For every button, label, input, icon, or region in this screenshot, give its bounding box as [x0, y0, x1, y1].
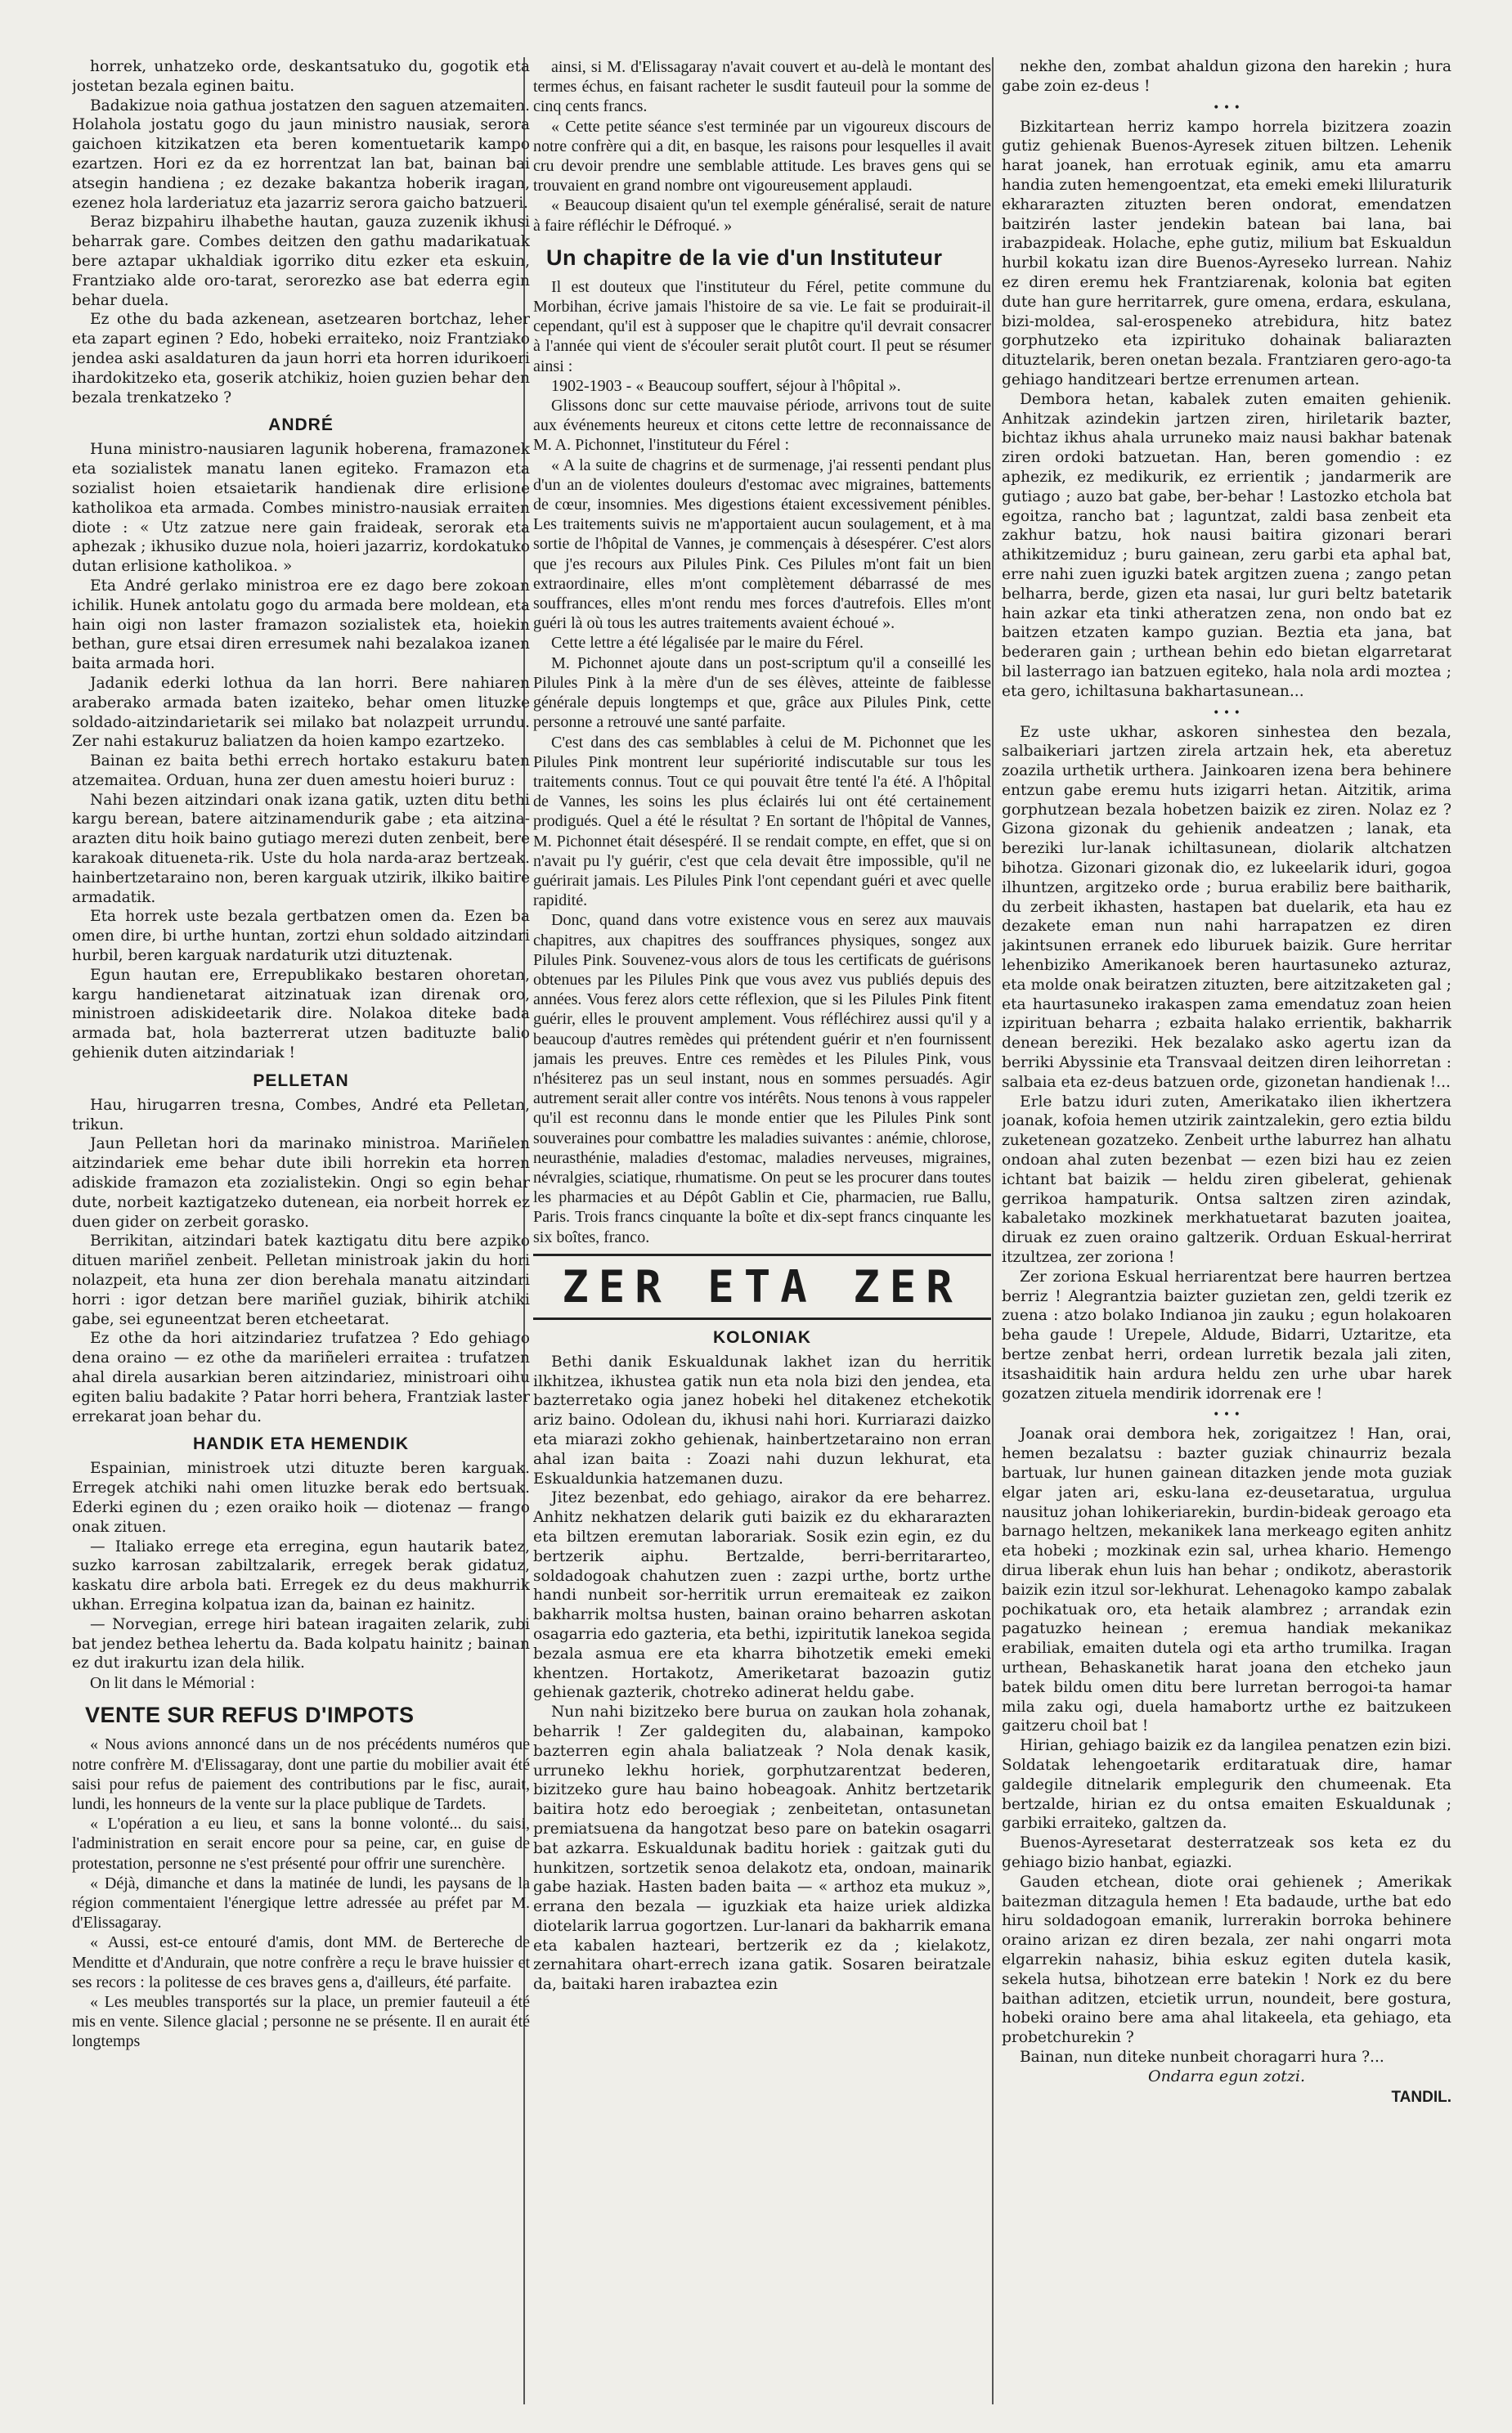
paragraph: Ez othe da hori aitzindariez trufatzea ? Edo gehiago dena oraino — ez othe da mariñeleri erraitea : trufatzen ahal direla ausarkian beren aitzindariez, ministroari oihu egiten baliu badakite ? Patar horri behera, Frantziak laster errekarat joan behar du.	[72, 1330, 530, 1425]
paragraph: « A la suite de chagrins et de surmenage, j'ai ressenti pendant plus d'un an de violentes douleurs d'estomac avec migraines, battements de cœur, insomnies. Mes digestions étaient excessivement pénibles. Les traitements suivis ne m'apportaient aucun soulagement, et à ma sortie de l'hôpital de Vannes, je commençais à désespérer. C'est alors que j'es recours aux Pilules Pink. Ces Pilules m'ont fait un bien extraordinaire, elles m'ont complètement débarrassé de mes souffrances, elles m'ont rendu mes forces d'autrefois. Elles m'ont guéri là où tous les autres traitements avaient échoué ».	[533, 456, 991, 633]
section-separator: • • •	[1213, 101, 1241, 114]
paragraph: Egun hautan ere, Errepublikako bestaren ohoretan, kargu handienetarat aitzinatuak izan direnak oro, ministroen adiskideetarik dire. Nolakoa diteke bada armada bat, hola bazterrerat utzen badituzte balio gehienik duten aitzindariak !	[72, 966, 530, 1062]
article-title: VENTE SUR REFUS D'IMPOTS	[85, 1703, 415, 1728]
paragraph: Huna ministro-nausiaren lagunik hoberena, framazonek eta sozialistek manatu lanen egiteko. Framazon eta sozialist hoien etsaietarik handienak dire erlisione katholikoa eta armada. Combes ministro-nausiak erraiten diote : « Utz zatzue nere gain fraideak, serorak eta aphezak ; ikhusiko duzue nola, hoieri jazarriz, kordokatuko dutan erlisione katholikoa. »	[72, 441, 530, 576]
paragraph: Berrikitan, aitzindari batek kaztigatu ditu bere azpiko dituen mariñel zenbeit. Pelletan ministroak jakin du hori nolazpeit, eta huna zer dion berehala manatu aitzindari horri : igor detzan bere mariñel guziak, bihirik atchiki gabe, sei eguneentzat beren etcheetarat.	[72, 1232, 530, 1328]
section-masthead: ZER ETA ZER	[533, 1254, 991, 1320]
paragraph: M. Pichonnet ajoute dans un post-scriptum qu'il a conseillé les Pilules Pink à la mère d'un de ses élèves, atteinte de faiblesse générale depuis longtemps et que, grâce aux Pilules Pink, cette personne a retrouvé une santé parfaite.	[533, 653, 991, 732]
paragraph: Nahi bezen aitzindari onak izana gatik, uzten ditu bethi kargu berean, batere aitzinamendurik gabe ; eta aitzina-arazten ditu hoik baino gutiago merezi duten zenbeit, bere karakoak ditueneta-rik. Uste du hola narda-araz bertzeak. hainbertzetaraino non, beren karguak utzirik, ilkiko baitire armadatik.	[72, 791, 530, 906]
paragraph: Bethi danik Eskualdunak lakhet izan du herritik ilkhitzea, ikhustea gatik nun eta nola bizi den jendea, eta bazterretako ogia janez hobeki hel ditakenez etchekotik ariz baino. Odolean du, ikhusi nahi hori. Kurriarazi daizko eta miarazi zokho gehienak, hainbertzetaraino non erran ahal izan baita : Zoazi nahi duzun lekhurat, eta Eskualdunkia hatzemanen duzu.	[533, 1353, 991, 1488]
paragraph: Erle batzu iduri zuten, Amerikatako ilien ikhertzera joanak, kofoia hemen utzirik zaintzalekin, gero eztia bildu zuketenean gozatzeko. Zenbeit urthe laburrez han alhatu ondoan ahal zuten bezenbat — ezen bizi hau ez zeien ichtant bat baizik — heldu ziren gibelerat, gehienak gerrikoa hampaturik. Ontsa saltzen ziren azindak, kabaletako mozkinek merkhatuetarat bazuten joaitea, diruak ez zuen oraino galtzerik. Orduan Eskual-herrirat itzultzea, zer zoriona !	[1002, 1093, 1451, 1267]
column-1	[72, 57, 530, 2413]
section-heading: HANDIK ETA HEMENDIK	[193, 1434, 409, 1454]
paragraph: Badakizue noia gathua jostatzen den saguen atzemaiten. Holahola jostatu gogo du jaun ministro nausiak, serora gaichoen kitzikatzen eta beren komentuetarik kampo ezartzen. Hori ez da ez horrentzat lan bat, bainan bai atsegin handiena ; ez dezake bakantza hoberik iragan, ezenez hola larderiatuz eta jazarriz serora gaicho batzueri.	[72, 97, 530, 212]
paragraph: 1902-1903 - « Beaucoup souffert, séjour à l'hôpital ».	[551, 376, 901, 395]
paragraph: « Les meubles transportés sur la place, un premier fauteuil a été mis en vente. Silence glacial ; personne ne se présente. Il en aurait été longtemps	[72, 1993, 530, 2051]
paragraph: Ez uste ukhar, askoren sinhestea den bezala, salbaikeriari jartzen zirela artzain hek, eta aberetuz zoazila urthetik urthera. Jainkoaren izena bera behinere entzun gabe eremu huts izigarri hetan. Aitzitik, arima gorphutzean bezala hobetzen baizik ez ziren. Nolaz ez ? Gizona gizonak du gehienik andeatzen ; lanak, eta bereziki lur-lanak ichiltasunean, diolarik altchatzen bihotza. Gizonari gizonak dio, ez lukeelarik iduri, gogoa ilhuntzen, argitzeko orde ; burua erabiliz bere baitharik, du zerbeit ikhasten, hastapen bat duelarik, eta hau ez dezakete eman nun nahi harrapatzen ez diren jakintsunen erranek edo liburuek baizik. Gure herritar lehenbiziko Amerikanoek beren haurtasuneko azturaz, eta molde onak beiratzen zituzten, bere aitzitzaketen gal ; eta haurtasuneko irakaspen zama emendatuz zoan heien izpirituan beharra ; ezbaita halako errientik, bakharrik denean bereziki. Hek bezalako asko agertu izan da berriki Abyssinie eta Transvaal deitzen diren leihorretan : salbaia eta ez-deus batzuen orde, gizonetan handienak !...	[1002, 723, 1451, 1091]
paragraph: Eta André gerlako ministroa ere ez dago bere zokoan ichilik. Hunek antolatu gogo du armada bere moldean, eta hain oigi non laster framazon sozialistek eta, hoiekin bethan, gure etsai diren erresumek nahi bezalakoa izanen baita armada hori.	[72, 577, 530, 673]
paragraph: ainsi, si M. d'Elissagaray n'avait couvert et au-delà le montant des termes échus, en faisant racheter le susdit fauteuil pour la somme de cinq cents francs.	[533, 58, 991, 116]
article-title: Un chapitre de la vie d'un Instituteur	[546, 245, 943, 270]
column-rule	[992, 57, 994, 2404]
paragraph: — Norvegian, errege hiri batean iragaiten zelarik, zubi bat jendez bethea lehertu da. Bada kolpatu hainitz ; bainan ez dut irakurtu izan dela hilik.	[72, 1615, 530, 1672]
paragraph: Nun nahi bizitzeko bere burua on zaukan hola zohanak, beharrik ! Zer galdegiten du, alabainan, kampoko bazterren egin ahala baliatzeak ? Nola denak kasik, urruneko lekhu horiek, gorphutzarentzat bederen, bizitzeko gure hau baino hobeagoak. Anhitz bertzetarik baitira hotz edo beroegiak ; zenbeitetan, ontasunetan premiatsuena da hangotzat beso pare on batekin osagarri bat azkarra. Eskualdunak baditu horiek : gaitzak guti du hunkitzen, sortzetik senoa delakotz eta, ondoan, mainarik gabe haziak. Hasten baden baita — « arthoz eta mukuz », errana den bezala — iguzkiak eta haize uriek aldizka diotelarik larrua gogortzen. Lur-lanari da bakharrik emana eta kabalen hazteari, bertzerik ez da ; kielakotz, zernahitara ohart-errech izana gatik. Sosaren beiratzale da, baitaki haren irabaztea ezin	[533, 1704, 991, 1994]
paragraph: Espainian, ministroek utzi dituzte beren karguak. Erregek atchiki nahi omen lituzke berak edo bertsuak. Ederki eginen du ; ezen oraiko hoik — diotenaz — frango onak zituen.	[72, 1460, 530, 1536]
author-signature: TANDIL.	[1391, 2088, 1451, 2106]
section-separator: • • •	[1213, 706, 1241, 720]
paragraph: « Nous avions annoncé dans un de nos précédents numéros que notre confrère M. d'Elissagaray, dont une partie du mobilier avait été saisi pour refus de paiement des contributions par le fisc, aurait, lundi, les honneurs de la vente sur la place publique de Tardets.	[72, 1735, 530, 1813]
paragraph: Donc, quand dans votre existence vous en serez aux mauvais chapitres, aux chapitres des souffrances physiques, songez aux Pilules Pink. Souvenez-vous alors de tous les certificats de guérisons obtenues par les Pilules Pink que vous avez vus publiés depuis des années. Vous ferez alors cette réflexion, que si les Pilules Pink fitent guérir, elles le prouvent amplement. Vous réfléchirez aussi qu'il y a beaucoup d'autres remèdes qui prétendent guérir et n'en fournissent jamais les preuves. Entre ces remèdes et les Pilules Pink, vous n'hésiterez pas un seul instant, nous en sommes persuadés. Agir autrement serait aller contre vos intérêts. Nous tenons à vous rappeler qu'il est reconnu dans le monde entier que les Pilules Pink sont souveraines pour combattre les maladies suivantes : anémie, chlorose, neurasthénie, maladies d'estomac, maladies nerveuses, migraines, névralgies, sciatique, rhumatisme. On peut se les procurer dans toutes les pharmacies et au Dépôt Gablin et Cie, pharmacien, rue Ballu, Paris. Trois francs cinquante la boîte et dix-sept francs cinquante les six boîtes, franco.	[533, 911, 991, 1246]
paragraph: Ez othe du bada azkenean, asetzearen bortchaz, leher eta zapart eginen ? Edo, hobeki erraiteko, noiz Frantziako jendea aski asaldaturen da jaun horri eta horren idurikoeri ihardokitzeko eta, goserik atchikiz, hoien guzien behar den bezala trenkatzeko ?	[72, 311, 530, 406]
paragraph: — Italiako errege eta erregina, egun hautarik batez, suzko karrosan zabiltzalarik, erregek berak gidatuz, kaskatu dire arbola bati. Erregek ez du deus makhurrik ukhan. Erregina kolpatua izan da, bainan ez hainitz.	[72, 1537, 530, 1614]
paragraph: Hirian, gehiago baizik ez da langilea penatzen ezin bizi. Soldatak lehengoetarik erditaratuak dire, hamar galdegile ditnelarik emplegurik den chumeenak. Eta bertzalde, hirian ez du ontsa emaiten Eskualdunak ; garbiki erraiteko, galtzen da.	[1002, 1737, 1451, 1833]
closing-line: Ondarra egun zotzi.	[1148, 2067, 1305, 2085]
column-3	[1002, 57, 1451, 2413]
column-2	[533, 57, 991, 2413]
section-heading: ANDRÉ	[268, 415, 334, 435]
paragraph: « Beaucoup disaient qu'un tel exemple généralisé, serait de nature à faire réfléchir le Défroqué. »	[533, 196, 991, 235]
paragraph: Glissons donc sur cette mauvaise période, arrivons tout de suite aux événements heureux et citons cette lettre de reconnaissance de M. A. Pichonnet, l'instituteur du Férel :	[533, 397, 991, 455]
paragraph: horrek, unhatzeko orde, deskantsatuko du, gogotik eta jostetan bezala eginen baitu.	[72, 58, 530, 95]
paragraph: « L'opération a eu lieu, et sans la bonne volonté... du saisi, l'administration en serait encore pour sa peine, car, en guise de protestation, personne ne s'est présenté pour offrir une surenchère.	[72, 1815, 530, 1873]
paragraph: C'est dans des cas semblables à celui de M. Pichonnet que les Pilules Pink montrent leur supériorité indiscutable sur tous les traitements connus. Tout ce qui pouvait être tenté l'a été. A l'hôpital de Vannes, les soins les plus éclairés lui ont été certainement prodigués. Quel a été le résultat ? En sortant de l'hôpital de Vannes, M. Pichonnet était désespéré. Il se rendait compte, en effet, que si on n'avait pu l'y guérir, c'est que cela devait être impossible, qu'il ne guérirait jamais. Les Pilules Pink l'ont cependant guéri et avec quelle rapidité.	[533, 733, 991, 910]
section-heading: KOLONIAK	[713, 1327, 811, 1347]
paragraph: Dembora hetan, kabalek zuten emaiten gehienik. Anhitzak azindekin jartzen ziren, hiriletarik bazter, bichtaz ikhus ahala urruneko maiz nausi bakhar batenak ziren ordoki batzuetan. Han, beren gomendio : ez aphezik, ez medikurik, ez errientik ; jandarmerik are gutiago ; auzo bat gabe, ber-behar ! Lastozko etchola bat egoitza, rancho bat ; laguntzat, zaldi basa zenbeit eta zakhur batzu, hok nausi baitira gizonari berari athikitzemiduz ; buru gainean, zeru garbi eta aphal bat, erre nahi zuen iguzki batek argitzen zuena ; zango petan belharra, berde, gizen eta nasai, lur guri beltz batetarik hain azkar eta tinki atheratzen zena, non ondo bat ez baitzen etzaten kampo guzian. Beztia eta jana, bat bederaren gain ; urthean behin edo bietan elgarretarat bil lasterrago ian batzuen egiteko, hala nola ardi moztea ; eta gero, ichiltasuna bakhartasunean...	[1002, 390, 1451, 700]
paragraph: « Aussi, est-ce entouré d'amis, dont MM. de Bertereche de Menditte et d'Andurain, que notre confrère a reçu le brave huissier et ses recors : la politesse de ces braves gens a, d'ailleurs, été parfaite.	[72, 1933, 530, 1991]
section-separator: • • •	[1213, 1408, 1241, 1422]
paragraph: Beraz bizpahiru ilhabethe hautan, gauza zuzenik ikhusi beharrak gare. Combes deitzen den gathu madarikatuak bere aztapar ukhaldiak igorriko ditu ezker eta eskuin, Frantziako alde oro-tarat, serorezko ase bat ederra egin behar duela.	[72, 213, 530, 309]
paragraph: « Cette petite séance s'est terminée par un vigoureux discours de notre confrère qui a dit, en basque, les raisons pour lesquelles il avait cru devoir prendre une semblable attitude. Les braves gens qui se trouvaient en grand nombre ont vigoureusement applaudi.	[533, 117, 991, 195]
paragraph: Joanak orai dembora hek, zorigaitzez ! Han, orai, hemen bezalatsu : bazter guziak chinaurriz bezala bartuak, lur hunen gainean ditazken jende mota guziak elgar jaten ari, esku-lana ez-deusetaratua, urgulua nausituz johan lohikeriarekin, burdin-bideak geroago eta barnago heltzen, mekanikek lana merkeago egiten anhitz eta hobeki ; mozkinak ezin sal, urhea khario. Hemengo dirua liberak ehun luis han behar ; ondikotz, aberastorik baizik ezin itzul sor-lekhurat. Lehenagoko kampo zabalak pochikatuak oro, eta hetaik alambrez ; arrandak ezin pagatuzko heinean ; eremua handiak mekanikaz erabiliak, emaiten dutela ogi eta artho trumilka. Iragan urthean, Behaskanetik harat joana den etcheko jaun batek bildu omen ditu bere lurretan berrogoi-ta hamar mila zaku ogi, duela hamabortz urthe ez baitzukeen gaitzeru choil bat !	[1002, 1425, 1451, 1735]
paragraph: Il est douteux que l'instituteur du Férel, petite commune du Morbihan, écrive jamais l'histoire de sa vie. Le fait se produirait-il cependant, qu'il est à supposer que le chapitre qu'il devrait consacrer à l'année qui vient de s'écouler serait plutôt court. Il peut se résumer ainsi :	[533, 277, 991, 375]
section-heading: PELLETAN	[253, 1071, 349, 1090]
paragraph: Bainan, nun diteke nunbeit choragarri hura ?...	[1020, 2048, 1384, 2066]
paragraph: Eta horrek uste bezala gertbatzen omen da. Ezen ba omen dire, bi urthe huntan, zortzi ehun soldado aitzindari hurbil, beren karguak nardaturik utzi dituztenak.	[72, 908, 530, 965]
paragraph: Cette lettre a été légalisée par le maire du Férel.	[551, 634, 864, 653]
paragraph: On lit dans le Mémorial :	[90, 1674, 255, 1693]
paragraph: Bainan ez baita bethi errech hortako estakuru baten atzemaitea. Orduan, huna zer duen amestu hoieri buruz :	[72, 752, 530, 789]
paragraph: Bizkitartean herriz kampo horrela bizitzera zoazin gutiz gehienak Buenos-Ayresek zituen biltzen. Lehenik harat joanek, han errotuak eginik, amu eta amarru handia zuten hemengoentzat, eta emeki emeki lliluraturik ekhararazten zituzten beren ondorat, emendatzen baitzirén laster jendekin batean bai lana, bai irabazpideak. Holache, ephe gutiz, milium bat Eskualdun hurbil kokatu izan dire Buenos-Ayreseko lurrean. Nahiz ez diren eremu hek Frantziarenak, kolonia bat egiten dute han gure herritarrek, gure omena, erdara, eskulana, bizi-moldea, sal-erospeneko atrebidura, hitz batez gorphutzeko eta izpirituko dohainak baliarazten dituztelarik, beren onetan bezala. Frantziaren gero-ago-ta gehiago handitzeari bertze errenumen artean.	[1002, 118, 1451, 388]
paragraph: Jadanik ederki lothua da lan horri. Bere nahiaren araberako armada baten izaiteko, behar omen lituzke soldado-aitzindarietarik sei milako bat nolazpeit urrundu. Zer nahi estakuruz baliatzen da hoien kampo ezartzeko.	[72, 674, 530, 751]
paragraph: Gauden etchean, diote orai gehienek ; Amerikak baitezman ditzagula hemen ! Eta badaude, urthe bat edo hiru soldadogoan emanik, lurrerakin borroka behinere oraino arizan ez diren bezala, zer nahi ongarri mota elgarrekin nahasiz, bihia eskuz egiten dutela kasik, sekela hutsa, bihotzean erre batekin ! Nork ez du bere baithan aditzen, etcietik urrun, noundeit, bere gostura, hobeki oraino bere ama ahal litakeela, eta gehiago, eta probetchurekin ?	[1002, 1873, 1451, 2047]
paragraph: « Déjà, dimanche et dans la matinée de lundi, les paysans de la région commentaient l'énergique lettre adressée au préfet par M. d'Elissagaray.	[72, 1874, 530, 1932]
paragraph: nekhe den, zombat ahaldun gizona den harekin ; hura gabe zoin ez-deus !	[1002, 58, 1451, 95]
paragraph: Hau, hirugarren tresna, Combes, André eta Pelletan, trikun.	[72, 1096, 530, 1133]
paragraph: Buenos-Ayresetarat desterratzeak sos keta ez du gehiago bizio hanbat, egiazki.	[1002, 1834, 1451, 1871]
paragraph: Jitez bezenbat, edo gehiago, airakor da ere beharrez. Anhitz nekhatzen delarik guti baizik ez du ekhararazten eta biltzen eremutan laborariak. Sosik ezin egin, ez du bertzerik aiphu. Bertzalde, berri-berritararteo, soldadogoak chahutzen zuen : zazpi urthe, bortz urthe handi nunbeit sor-herritik urrun eremaiteak ez zaikon bakharrik moltsa husten, bainan oraino beharren askotan osagarria edo gazteria, eta bethi, izpiritutik lanekoa segida bezala asmua ere eta kharra bihotzetik emeki emeki khentzen. Hortakotz, Ameriketarat bazoazin gutiz gehienak gazterik, chotreko adinerat heldu gabe.	[533, 1489, 991, 1702]
paragraph: Jaun Pelletan hori da marinako ministroa. Mariñelen aitzindariek eme behar dute ibili horrekin eta horren adiskide framazon eta zozialistekin. Ongi so egin behar dute, norbeit kaztigatzeko dutenean, eia norbeit horrek ez duen gider on zerbeit gorasko.	[72, 1135, 530, 1231]
paragraph: Zer zoriona Eskual herriarentzat bere haurren bertzea berriz ! Alegrantzia baizter guzietan zen, geldi tzerik ez zuena : atzo bolako Indianoa jin zauku ; egun holakoaren beha gaude ! Urepele, Aldude, Bidarri, Uztaritze, eta bertze zenbat herri, ordean lurretik bezala jali ziten, itsashaiditik hain ardura heldu zen urhe ubar harek gozatzen zituela mendirik idorrenak ere !	[1002, 1268, 1451, 1403]
